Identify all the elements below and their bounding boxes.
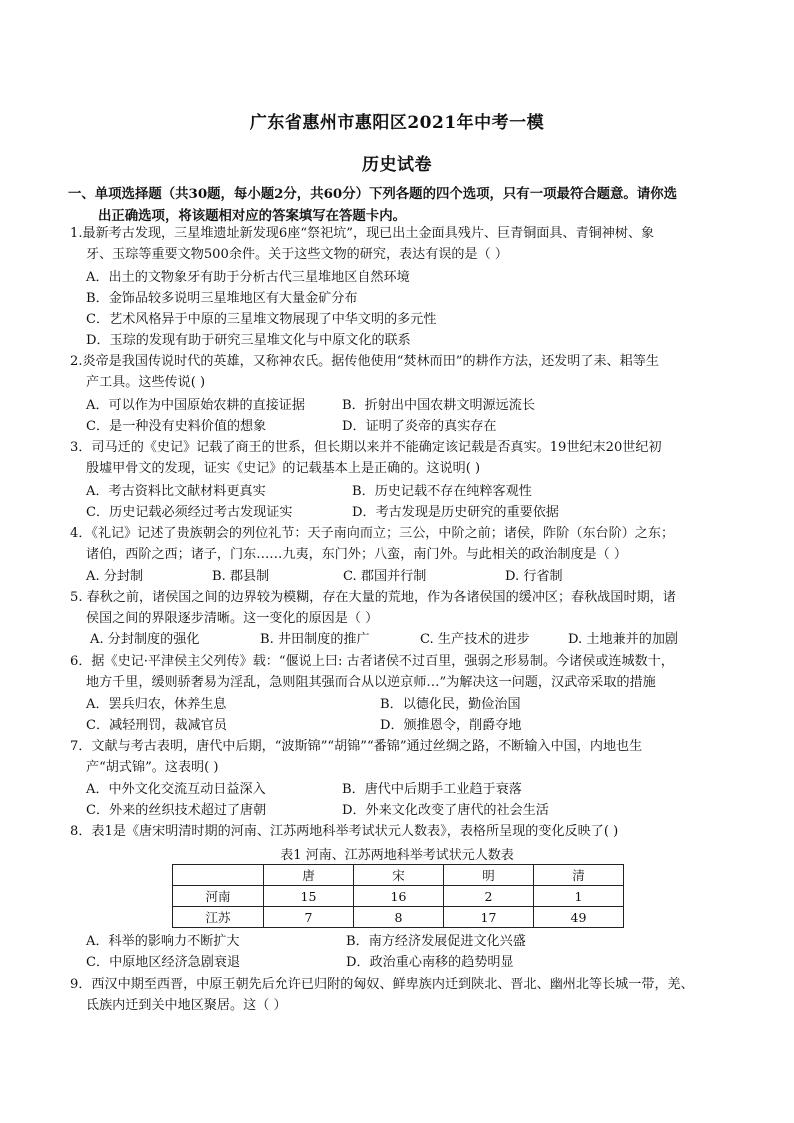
table-cell: 8 bbox=[354, 907, 444, 928]
table-row bbox=[173, 907, 624, 928]
option-d: D．政治重心南移的趋势明显 bbox=[346, 955, 514, 970]
option-b: B．以德化民，勤俭治国 bbox=[380, 697, 521, 712]
question-line: 殷墟甲骨文的发现，证实《史记》的记载基本上是正确的。这说明( ) bbox=[86, 461, 481, 477]
option-d: D．颁推恩令，削爵夺地 bbox=[380, 718, 522, 733]
option-a: A．可以作为中国原始农耕的直接证据 bbox=[86, 398, 305, 413]
option-d: D. 行省制 bbox=[505, 569, 563, 584]
table-cell: 河南 bbox=[173, 886, 264, 907]
question-3 bbox=[70, 437, 738, 480]
exam-title: 广东省惠州市惠阳区2021年中考一模 bbox=[249, 113, 545, 133]
option-a: A. 分封制 bbox=[86, 569, 144, 584]
question-line: 6．据《史记·平津侯主父列传》载：“偃说上曰: 古者诸侯不过百里，强弱之形易制。今诸侯或连城数十， bbox=[70, 654, 674, 669]
table-cell: 15 bbox=[264, 886, 354, 907]
section-instructions bbox=[68, 183, 733, 227]
option-c: C．艺术风格异于中原的三星堆文物展现了中华文明的多元性 bbox=[86, 312, 437, 327]
option-d: D．外来文化改变了唐代的社会生活 bbox=[342, 803, 549, 818]
table-cell: 1 bbox=[534, 886, 624, 907]
table-cell: 17 bbox=[444, 907, 534, 928]
option-a: A．罢兵归农，休养生息 bbox=[86, 697, 227, 712]
exam-subtitle: 历史试卷 bbox=[362, 155, 432, 175]
question-line: 产“胡式锦”。这表明( ) bbox=[86, 760, 219, 776]
table-caption: 表1 河南、江苏两地科举考试状元人数表 bbox=[280, 848, 514, 863]
option-c: C．减轻刑罚，裁减官员 bbox=[86, 718, 227, 733]
option-d: D．证明了炎帝的真实存在 bbox=[342, 419, 497, 434]
option-b: B．唐代中后期手工业趋于衰落 bbox=[342, 782, 522, 797]
option-c: C. 郡国并行制 bbox=[343, 569, 427, 584]
question-2 bbox=[70, 351, 738, 394]
option-d: D．考古发现是历史研究的重要依据 bbox=[352, 505, 559, 520]
data-table bbox=[172, 864, 624, 928]
option-b: B．历史记载不存在纯粹客观性 bbox=[352, 484, 532, 499]
question-line: 氐族内迁到关中地区聚居。这（ ） bbox=[86, 998, 287, 1014]
option-c: C．历史记载必须经过考古发现证实 bbox=[86, 505, 293, 520]
question-5 bbox=[70, 587, 738, 630]
question-line: 4．《礼记》记述了贵族朝会的列位礼节：天子南向而立；三公，中阶之前；诸侯，阼阶（东台阶）之东； bbox=[70, 526, 675, 541]
question-1 bbox=[70, 223, 738, 266]
option-c: C．外来的丝织技术超过了唐朝 bbox=[86, 803, 267, 818]
option-d: D．玉琮的发现有助于研究三星堆文化与中原文化的联系 bbox=[86, 333, 411, 348]
option-a: A．中外文化交流互动日益深入 bbox=[86, 782, 266, 797]
option-a: A. 分封制度的强化 bbox=[90, 632, 200, 647]
question-line: 5. 春秋之前，诸侯国之间的边界较为模糊，存在大量的荒地，作为各诸侯国的缓冲区；春秋战国时期，诸 bbox=[70, 590, 676, 605]
table-header-cell: 清 bbox=[534, 865, 624, 886]
table-cell: 16 bbox=[354, 886, 444, 907]
question-line: 诸伯，西阶之西；诸子，门东……九夷，东门外；八蛮，南门外。与此相关的政治制度是（ ） bbox=[86, 547, 628, 563]
option-a: A．考古资料比文献材料更真实 bbox=[86, 484, 266, 499]
option-b: B．折射出中国农耕文明源远流长 bbox=[342, 398, 535, 413]
option-c: C. 生产技术的进步 bbox=[420, 632, 530, 647]
question-6 bbox=[70, 651, 738, 694]
table-row bbox=[173, 886, 624, 907]
table-header-row bbox=[173, 865, 624, 886]
table-cell: 7 bbox=[264, 907, 354, 928]
question-line: 3．司马迁的《史记》记载了商王的世系，但长期以来并不能确定该记载是否真实。19世纪末20世纪初 bbox=[70, 440, 662, 455]
table-header-cell: 明 bbox=[444, 865, 534, 886]
question-line: 产工具。这些传说( ) bbox=[86, 375, 206, 391]
question-line: 2.炎帝是我国传说时代的英雄，又称神农氏。据传他使用“焚林而田”的耕作方法，还发明了耒、耜等生 bbox=[70, 354, 659, 369]
option-c: C．中原地区经济急剧衰退 bbox=[86, 955, 241, 970]
option-b: B. 郡县制 bbox=[212, 569, 270, 584]
question-line: 9．西汉中期至西晋，中原王朝先后允许已归附的匈奴、鲜卑族内迁到陕北、晋北、幽州北等长城一带，羌、 bbox=[70, 977, 694, 992]
question-line: 牙、玉琮等重要文物500余件。关于这些文物的研究，表达有误的是（ ） bbox=[86, 247, 508, 263]
option-a: A．出土的文物象牙有助于分析古代三星堆地区自然环境 bbox=[86, 270, 410, 285]
section-line-1: 一、单项选择题（共30题，每小题2分，共60分）下列各题的四个选项，只有一项最符合题意。请你选 bbox=[68, 186, 677, 202]
option-d: D. 土地兼并的加剧 bbox=[568, 632, 679, 647]
table-header-cell: 唐 bbox=[264, 865, 354, 886]
option-b: B. 井田制度的推广 bbox=[260, 632, 370, 647]
question-7 bbox=[70, 736, 738, 779]
section-line-2: 出正确选项，将该题相对应的答案填写在答题卡内。 bbox=[98, 208, 406, 224]
question-line: 7．文献与考古表明，唐代中后期，“波斯锦”“胡锦”“番锦”通过丝绸之路，不断输入中国，内地也生 bbox=[70, 739, 643, 754]
question-4 bbox=[70, 523, 738, 566]
option-a: A．科举的影响力不断扩大 bbox=[86, 934, 240, 949]
option-b: B．金饰品较多说明三星堆地区有大量金矿分布 bbox=[86, 291, 358, 306]
table-cell: 江苏 bbox=[173, 907, 264, 928]
table-cell: 2 bbox=[444, 886, 534, 907]
table-header-cell: 宋 bbox=[354, 865, 444, 886]
question-line: 地方千里，缓则骄奢易为淫乱，急则阻其强而合从以逆京师…”为解决这一问题，汉武帝采取的措施 bbox=[86, 675, 656, 691]
question-line: 侯国之间的界限逐步清晰。这一变化的原因是（ ） bbox=[86, 611, 379, 627]
question-line: 1.最新考古发现，三星堆遗址新发现6座“祭祀坑”，现已出土金面具残片、巨青铜面具、青铜神树、象 bbox=[70, 226, 655, 241]
question-line: 8．表1是《唐宋明清时期的河南、江苏两地科举考试状元人数表》，表格所呈现的变化反映了( ) bbox=[70, 824, 619, 839]
option-c: C．是一种没有史料价值的想象 bbox=[86, 419, 267, 434]
option-b: B．南方经济发展促进文化兴盛 bbox=[346, 934, 526, 949]
table-cell: 49 bbox=[534, 907, 624, 928]
question-9 bbox=[70, 974, 738, 1017]
question-8 bbox=[70, 821, 738, 842]
table-header-cell bbox=[173, 865, 264, 886]
